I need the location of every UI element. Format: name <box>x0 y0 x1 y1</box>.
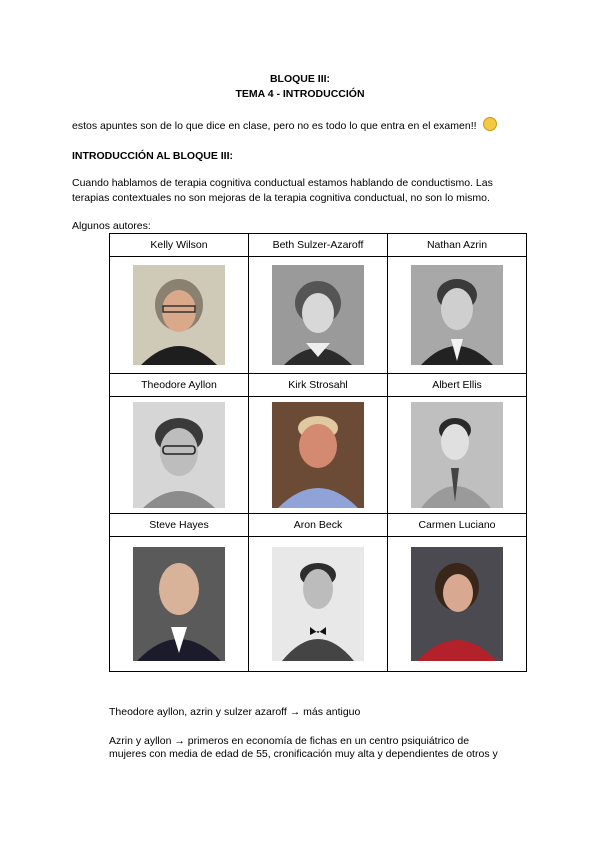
author-photo-cell <box>388 537 527 672</box>
title-tema: TEMA 4 - INTRODUCCIÓN <box>235 88 365 100</box>
author-photo-cell <box>249 537 388 672</box>
authors-table <box>109 233 527 672</box>
paragraph-line-1: Cuando hablamos de terapia cognitiva conductual estamos hablando de conductismo. Las <box>72 177 493 189</box>
portrait-photo <box>272 547 364 661</box>
author-name: Beth Sulzer-Azaroff <box>249 234 388 257</box>
note-line-1: Theodore ayllon, azrin y sulzer azaroff → más antiguo <box>109 706 361 718</box>
author-name: Kirk Strosahl <box>249 374 388 397</box>
intro-note-text: estos apuntes son de lo que dice en clase, pero no es todo lo que entra en el examen!! <box>72 120 477 132</box>
intro-note <box>72 117 497 133</box>
portrait-photo <box>272 402 364 508</box>
section-heading: INTRODUCCIÓN AL BLOQUE III: <box>72 150 233 162</box>
author-name: Albert Ellis <box>388 374 527 397</box>
portrait-photo <box>411 547 503 661</box>
title-bloque: BLOQUE III: <box>269 73 331 85</box>
portrait-photo <box>411 402 503 508</box>
author-name: Carmen Luciano <box>388 514 527 537</box>
portrait-photo <box>411 265 503 365</box>
author-name: Aron Beck <box>249 514 388 537</box>
note-line-2: Azrin y ayllon → primeros en economía de fichas en un centro psiquiátrico de <box>109 735 470 747</box>
portrait-photo <box>133 547 225 661</box>
author-photo-cell <box>110 257 249 374</box>
portrait-photo <box>272 265 364 365</box>
author-photo-cell <box>388 397 527 514</box>
author-photo-cell <box>388 257 527 374</box>
author-photo-cell <box>249 397 388 514</box>
authors-label: Algunos autores: <box>72 220 151 232</box>
author-photo-cell <box>249 257 388 374</box>
portrait-photo <box>133 402 225 508</box>
paragraph-line-2: terapias contextuales no son mejoras de la terapia cognitiva conductual, no son lo mismo. <box>72 192 490 204</box>
author-name: Steve Hayes <box>110 514 249 537</box>
note-line-3: mujeres con media de edad de 55, cronificación muy alta y dependientes de otros y <box>109 748 498 760</box>
author-photo-cell <box>110 397 249 514</box>
author-name: Kelly Wilson <box>110 234 249 257</box>
smiley-face-icon <box>483 117 497 131</box>
portrait-photo <box>133 265 225 365</box>
author-name: Theodore Ayllon <box>110 374 249 397</box>
author-name: Nathan Azrin <box>388 234 527 257</box>
author-photo-cell <box>110 537 249 672</box>
